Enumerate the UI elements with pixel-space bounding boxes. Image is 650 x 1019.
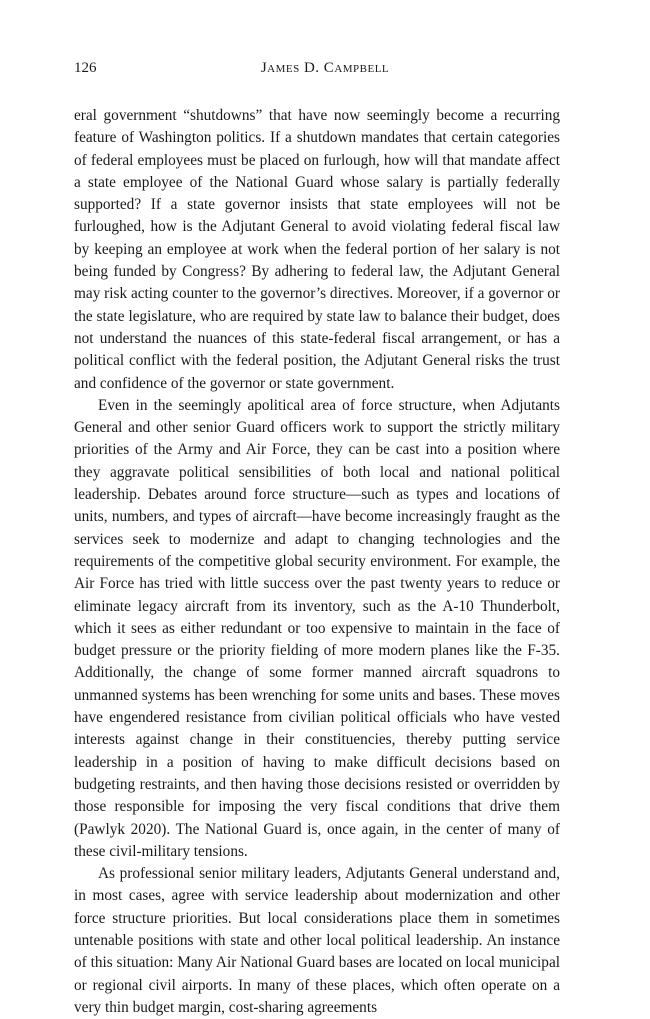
paragraph-force-structure: Even in the seemingly apolitical area of force structure, when Adjutants General and other senior Guard officers work to support the strictly military priorities of the Army and Air Force, they can be cast into a position where they aggravate political sensibilities of both local and national political leadership. Debates around force structure—such as types and locations of units, numbers, and types of aircraft—have become increasingly fraught as the services seek to modernize and adapt to changing technologies and the requirements of the competitive global security environment. For example, the Air Force has tried with little success over the past twenty years to reduce or eliminate legacy aircraft from its inventory, such as the A-10 Thunderbolt, which it sees as either redundant or too expensive to maintain in the face of budget pressure or the priority fielding of more modern planes like the F-35. Additionally, the change of some former manned aircraft squadrons to unmanned systems has been wrenching for some units and bases. These moves have engendered resistance from civilian political officials who have vested interests against change in their constituencies, thereby putting service leadership in a position of having to make difficult decisions based on budgeting restraints, and then having those decisions resisted or overridden by those responsible for imposing the very fiscal conditions that drive them (Pawlyk 2020). The National Guard is, once again, in the center of many of these civil-military tensions.: [74, 396, 560, 860]
paragraph-continued: eral government “shutdowns” that have now seemingly become a recurring feature of Washington politics. If a shutdown mandates that certain categories of federal employees must be placed on furlough, how will that mandate affect a state employee of the National Guard whose salary is partially federally supported? If a state governor insists that state employees will not be furloughed, how is the Adjutant General to avoid violating federal fiscal law by keeping an employee at work when the federal portion of her salary is not being funded by Congress? By adhering to federal law, the Adjutant General may risk acting counter to the governor’s directives. Moreover, if a governor or the state legislature, who are required by state law to balance their budget, does not understand the nuances of this state-federal fiscal arrangement, or has a political conflict with the federal position, the Adjutant General risks the trust and confidence of the governor or state government.: [74, 107, 560, 392]
paragraph-senior-leaders: As professional senior military leaders, Adjutants General understand and, in most cases, agree with service leadership about modernization and other force structure priorities. But local considerations place them in sometimes untenable positions with state and other local political leadership. An instance of this situation: Many Air National Guard bases are located on local municipal or regional civil airports. In many of these places, which often operate on a very thin budget margin, cost-sharing agreements: [74, 865, 560, 1016]
running-head: [74, 60, 576, 82]
page-number: 126: [74, 60, 97, 76]
running-title-author: James D. Campbell: [260, 60, 390, 76]
body-text: [74, 105, 560, 1019]
